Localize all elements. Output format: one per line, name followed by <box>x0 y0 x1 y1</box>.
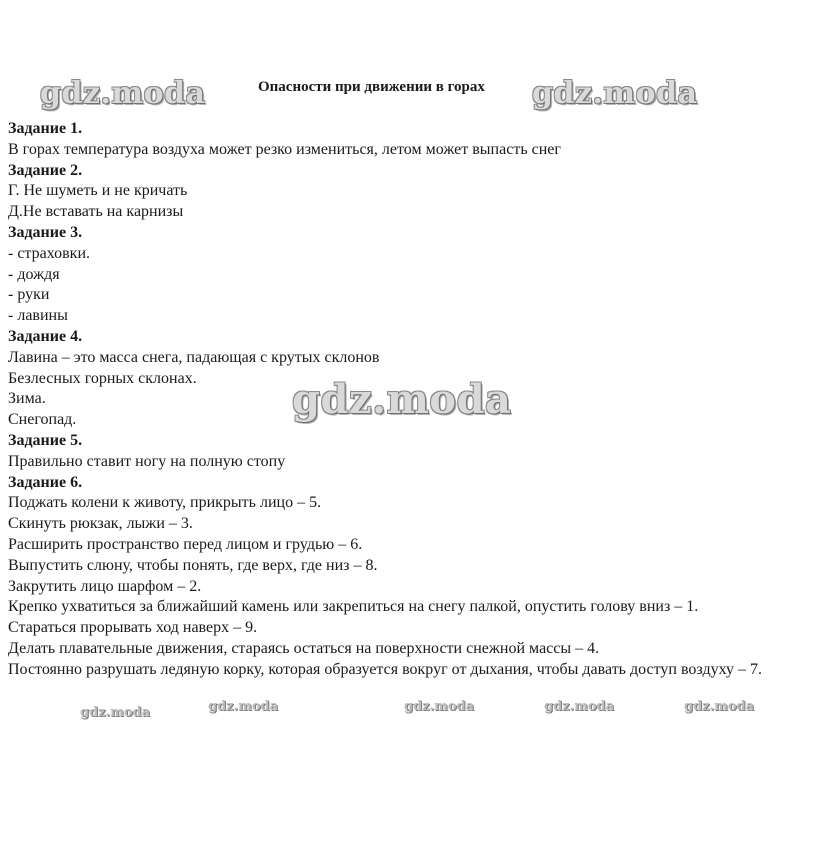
answer-line: Выпустить слюну, чтобы понять, где верх, где низ – 8. <box>8 556 378 574</box>
task-heading: Задание 2. <box>8 161 83 179</box>
answer-line: Постоянно разрушать ледяную корку, которая образуется вокруг от дыхания, чтобы давать доступ воздуху – 7. <box>8 660 762 678</box>
task-heading: Задание 1. <box>8 120 83 137</box>
answer-line: Зима. <box>8 390 46 408</box>
answer-line: Крепко ухватиться за ближайший камень или закрепиться на снегу палкой, опустить голову вниз – 1. <box>8 598 699 616</box>
answer-line: В горах температура воздуха может резко измениться, летом может выпасть снег <box>8 140 561 158</box>
watermark-bottom-5: gdz.moda <box>684 699 755 714</box>
answer-line: Правильно ставит ногу на полную стопу <box>8 452 286 470</box>
watermark-bottom-2: gdz.moda <box>208 699 279 714</box>
watermark-top-left: gdz.moda <box>40 76 206 111</box>
watermark-bottom-4: gdz.moda <box>544 699 615 714</box>
answer-line: Делать плавательные движения, стараясь остаться на поверхности снежной массы – 4. <box>8 639 600 657</box>
answer-line: - дождя <box>8 265 60 283</box>
answer-line: Поджать колени к животу, прикрыть лицо – 5. <box>8 494 322 512</box>
answer-line: - руки <box>8 286 50 304</box>
answer-line: Безлесных горных склонах. <box>8 369 197 387</box>
answer-line: Стараться прорывать ход наверх – 9. <box>8 619 258 637</box>
answer-line: Г. Не шуметь и не кричать <box>8 182 188 200</box>
watermark-bottom-3: gdz.moda <box>404 699 475 714</box>
task-heading: Задание 4. <box>8 327 83 345</box>
task-heading: Задание 6. <box>8 473 83 491</box>
answer-line: - страховки. <box>8 244 90 262</box>
answer-line: Скинуть рюкзак, лыжи – 3. <box>8 515 193 533</box>
task-heading: Задание 3. <box>8 223 83 241</box>
answer-line: Снегопад. <box>8 411 77 429</box>
answer-line: Д.Не вставать на карнизы <box>8 203 184 221</box>
watermark-center: gdz.moda <box>292 376 512 423</box>
answer-line: Закрутить лицо шарфом – 2. <box>8 577 202 595</box>
watermark-top-right: gdz.moda <box>532 76 698 111</box>
task-heading: Задание 5. <box>8 431 83 449</box>
watermark-bottom-1: gdz.moda <box>80 705 151 720</box>
page-title: Опасности при движении в горах <box>258 79 485 95</box>
answer-line: - лавины <box>8 307 68 325</box>
answer-line: Лавина – это масса снега, падающая с крутых склонов <box>8 348 380 366</box>
answer-line: Расширить пространство перед лицом и грудью – 6. <box>8 535 363 553</box>
